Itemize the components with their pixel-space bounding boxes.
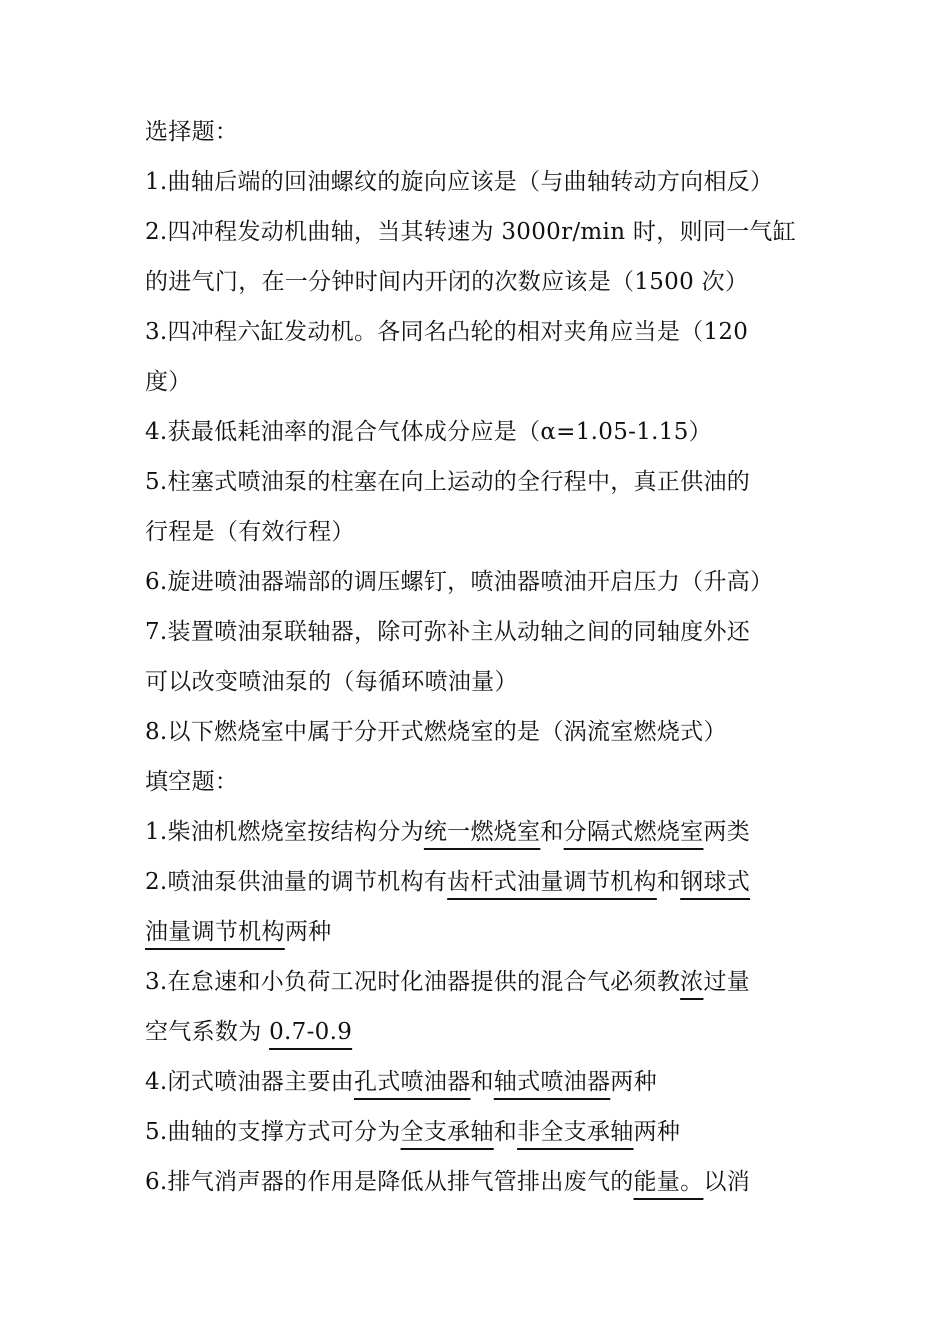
choice-line-8: 行程是（有效行程） (145, 519, 355, 545)
fill-question-1 (145, 807, 815, 857)
question-text: 和 (470, 1069, 494, 1095)
fill-question-2 (145, 857, 815, 907)
fill-question-3 (145, 957, 815, 1007)
question-text: 两种 (610, 1069, 657, 1095)
question-text: 2.喷油泵供油量的调节机构有 (145, 869, 448, 895)
choice-line-7: 5.柱塞式喷油泵的柱塞在向上运动的全行程中，真正供油的 (145, 469, 751, 495)
question-text: 两种 (284, 919, 332, 945)
answer-blank: 齿杆式油量调节机构 (447, 869, 657, 895)
answer-blank: 轴式喷油器 (493, 1069, 611, 1095)
answer-blank: 分隔式燃烧室 (563, 819, 704, 845)
fill-question-6 (145, 1157, 815, 1207)
fill-question-3-cont (145, 1007, 815, 1057)
answer-blank: 非全支承轴 (517, 1119, 634, 1145)
choice-line-12: 8.以下燃烧室中属于分开式燃烧室的是（涡流室燃烧式） (145, 719, 727, 745)
choice-line-3: 的进气门，在一分钟时间内开闭的次数应该是（1500 次） (145, 269, 749, 295)
answer-blank: 浓 (680, 969, 704, 995)
choice-line-2: 2.四冲程发动机曲轴，当其转速为 3000r/min 时，则同一气缸 (145, 219, 797, 245)
question-text: 两类 (703, 819, 751, 845)
answer-blank: 全支承轴 (400, 1119, 494, 1145)
fill-question-4 (145, 1057, 815, 1107)
choice-line-4: 3.四冲程六缸发动机。各同名凸轮的相对夹角应当是（120 (145, 319, 749, 345)
answer-blank: 钢球式 (680, 869, 751, 895)
question-text: 3.在怠速和小负荷工况时化油器提供的混合气必须教 (145, 969, 681, 995)
choice-section-heading: 选择题： (145, 119, 239, 145)
answer-blank: 油量调节机构 (145, 919, 285, 945)
question-text: 和 (656, 869, 681, 895)
choice-line-11: 可以改变喷油泵的（每循环喷油量） (145, 669, 518, 695)
answer-blank: 能量。 (633, 1169, 704, 1195)
answer-blank: 孔式喷油器 (353, 1069, 471, 1095)
question-text: 1.柴油机燃烧室按结构分为 (145, 819, 424, 845)
choice-line-6: 4.获最低耗油率的混合气体成分应是（α=1.05-1.15） (145, 419, 712, 445)
choice-line-1: 1.曲轴后端的回油螺纹的旋向应该是（与曲轴转动方向相反） (145, 169, 774, 195)
fill-question-2-cont (145, 907, 815, 957)
question-text: 和 (540, 819, 564, 845)
question-text: 6.排气消声器的作用是降低从排气管排出废气的 (145, 1169, 634, 1195)
question-text: 以消 (703, 1169, 751, 1195)
answer-blank: 0.7-0.9 (269, 1019, 353, 1045)
question-text: 和 (493, 1119, 518, 1145)
question-text: 空气系数为 (145, 1019, 270, 1045)
question-text: 两种 (633, 1119, 681, 1145)
question-text: 5.曲轴的支撑方式可分为 (145, 1119, 401, 1145)
document-body (145, 107, 815, 1207)
choice-line-9: 6.旋进喷油器端部的调压螺钉，喷油器喷油开启压力（升高） (145, 569, 774, 595)
question-text: 过量 (703, 969, 751, 995)
question-text: 4.闭式喷油器主要由 (145, 1069, 354, 1095)
choice-line-10: 7.装置喷油泵联轴器，除可弥补主从动轴之间的同轴度外还 (145, 619, 751, 645)
choice-line-5: 度） (145, 369, 192, 395)
fill-section-heading: 填空题： (145, 769, 239, 795)
answer-blank: 统一燃烧室 (423, 819, 541, 845)
fill-question-5 (145, 1107, 815, 1157)
